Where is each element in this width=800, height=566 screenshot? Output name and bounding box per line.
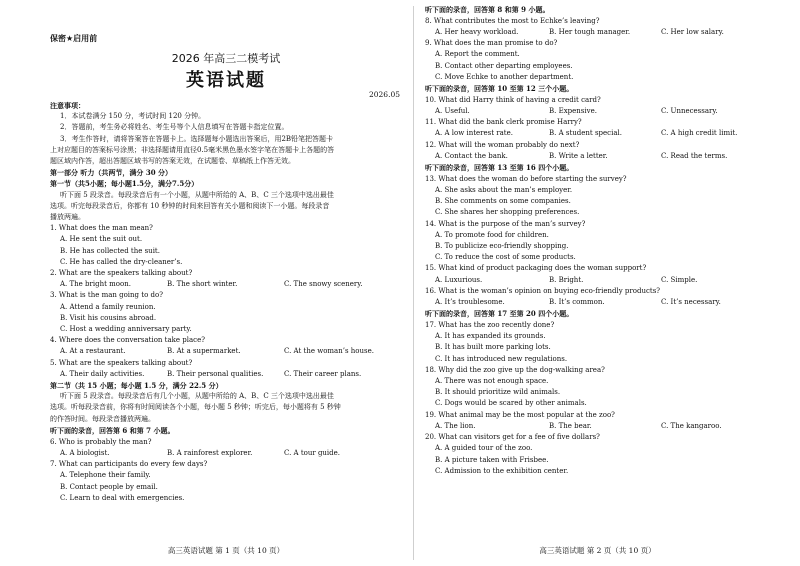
page-footer-2: 高三英语试题 第 2 页（共 10 页） <box>539 546 656 555</box>
option-row <box>50 279 402 290</box>
answer-option: A. The lion. <box>435 421 476 430</box>
answer-option: A. Their daily activities. <box>60 369 145 378</box>
answer-option: B. It should prioritize wild animals. <box>435 388 561 397</box>
answer-option: C. He has called the dry-cleaner’s. <box>60 257 183 266</box>
confidential-label: 保密★启用前 <box>50 34 98 43</box>
answer-option: C. Simple. <box>661 275 698 284</box>
answer-option: B. To publicize eco-friendly shopping. <box>435 242 569 251</box>
question-text: 13. What does the woman do before starting the survey? <box>425 174 627 183</box>
answer-option: B. At a supermarket. <box>167 347 241 356</box>
answer-option: B. It has built more parking lots. <box>435 343 551 352</box>
answer-option: B. Write a letter. <box>549 151 608 160</box>
answer-option: B. Visit his cousins abroad. <box>60 313 157 322</box>
answer-option: A. A guided tour of the zoo. <box>435 444 533 453</box>
page-1 <box>50 0 402 566</box>
question-text: 2. What are the speakers talking about? <box>50 269 193 278</box>
answer-option: A. She asks about the man’s employer. <box>435 186 573 195</box>
answer-option: B. A student special. <box>549 129 622 138</box>
answer-option: C. Dogs would be scared by other animals. <box>435 399 587 408</box>
group-heading-6-7: 听下面的录音，回答第 6 和第 7 小题。 <box>50 425 175 435</box>
question-text: 10. What did Harry think of having a credit card? <box>425 95 601 104</box>
question-text: 16. What is the woman’s opinion on buying eco-friendly products? <box>425 286 661 295</box>
answer-option: A. Report the comment. <box>435 50 520 59</box>
note-line: 上对应题目的答案标号涂黑；非选择题请用直径0.5毫米黑色墨水签字笔在答题卡上各题的答 <box>50 145 335 154</box>
group-heading: 听下面的录音，回答第 10 至第 12 三个小题。 <box>425 84 574 94</box>
section2-instructions: 听下面 5 段录音。每段录音后有几个小题，从题中所给的 A、B、C 三个选项中选出最佳 <box>60 392 334 401</box>
answer-option: A. Attend a family reunion. <box>60 302 156 311</box>
question-text: 17. What has the zoo recently done? <box>425 321 555 330</box>
group-heading: 听下面的录音，回答第 13 至第 16 四个小题。 <box>425 163 574 173</box>
section2-heading: 第二节（共 15 小题；每小题 1.5 分，满分 22.5 分） <box>50 381 223 391</box>
questions-1-5 <box>50 223 402 380</box>
section2-instructions: 选项。听每段录音前，你将有时间阅读各个小题，每小题 5 秒钟；听完后，每小题将有 5 秒钟 <box>50 403 341 412</box>
questions-6-7 <box>50 437 402 504</box>
answer-option: B. A picture taken with Frisbee. <box>435 455 549 464</box>
section2-instructions: 的作答时间。每段录音播放两遍。 <box>50 414 155 423</box>
page-2 <box>425 0 770 566</box>
answer-option: B. Their personal qualities. <box>167 369 264 378</box>
answer-option: A. Luxurious. <box>435 275 483 284</box>
question-text: 11. What did the bank clerk promise Harry? <box>425 118 582 127</box>
answer-option: B. Contact people by email. <box>60 482 158 491</box>
answer-option: B. Contact other departing employees. <box>435 61 573 70</box>
answer-option: A. There was not enough space. <box>435 377 549 386</box>
question-text: 12. What will the woman probably do next? <box>425 140 580 149</box>
page-footer-1: 高三英语试题 第 1 页（共 10 页） <box>167 546 285 555</box>
answer-option: C. It has introduced new regulations. <box>435 354 568 363</box>
answer-option: C. Admission to the exhibition center. <box>435 466 569 475</box>
note-line: 2．答题前，考生务必将姓名、考生号等个人信息填写在答题卡指定位置。 <box>60 123 289 132</box>
answer-option: A. A biologist. <box>60 448 110 457</box>
answer-option: C. Move Echke to another department. <box>435 72 574 81</box>
note-line: 1．本试卷满分 150 分，考试时间 120 分钟。 <box>60 112 206 121</box>
answer-option: A. To promote food for children. <box>435 230 549 239</box>
answer-option: B. He has collected the suit. <box>60 246 160 255</box>
answer-option: C. To reduce the cost of some products. <box>435 253 576 262</box>
group-heading: 听下面的录音，回答第 8 和第 9 小题。 <box>425 5 550 14</box>
question-text: 14. What is the purpose of the man’s survey? <box>425 219 586 228</box>
question-text: 15. What kind of product packaging does the woman support? <box>425 264 647 273</box>
answer-option: B. A rainforest explorer. <box>167 448 253 457</box>
question-text: 20. What can visitors get for a fee of five dollars? <box>425 433 600 442</box>
answer-option: B. It’s common. <box>549 298 605 307</box>
question-text: 1. What does the man mean? <box>50 224 153 233</box>
answer-option: C. A high credit limit. <box>661 129 738 138</box>
answer-option: C. It’s necessary. <box>661 298 721 307</box>
answer-option: C. The snowy scenery. <box>284 280 363 289</box>
page-divider <box>413 6 414 560</box>
answer-option: A. The bright moon. <box>60 280 131 289</box>
answer-option: C. She shares her shopping preferences. <box>435 208 580 217</box>
answer-option: A. He sent the suit out. <box>60 235 143 244</box>
question-text: 3. What is the man going to do? <box>50 291 163 300</box>
answer-option: C. Host a wedding anniversary party. <box>60 325 192 334</box>
question-text: 8. What contributes the most to Echke’s leaving? <box>425 16 600 25</box>
answer-option: C. A tour guide. <box>284 448 341 457</box>
answer-option: B. She comments on some companies. <box>435 197 571 206</box>
answer-option: A. Useful. <box>435 107 470 116</box>
answer-option: C. Their career plans. <box>284 369 362 378</box>
answer-option: A. It has expanded its grounds. <box>435 332 546 341</box>
section1-heading: 第一节（共5小题；每小题1.5分，满分7.5分） <box>50 179 199 189</box>
answer-option: A. At a restaurant. <box>60 347 126 356</box>
answer-option: C. The kangaroo. <box>661 421 722 430</box>
option-row <box>425 297 770 308</box>
option-row <box>50 369 402 380</box>
answer-option: A. It’s troublesome. <box>435 298 505 307</box>
option-row <box>50 346 402 357</box>
question-text: 5. What are the speakers talking about? <box>50 358 193 367</box>
answer-option: B. Bright. <box>549 275 584 284</box>
questions-8-20 <box>425 4 770 477</box>
answer-option: B. Her tough manager. <box>549 28 631 36</box>
question-text: 6. Who is probably the man? <box>50 437 152 446</box>
answer-option: A. Contact the bank. <box>435 151 508 160</box>
option-row <box>425 275 770 286</box>
answer-option: C. Learn to deal with emergencies. <box>60 493 185 502</box>
answer-option: C. Her low salary. <box>661 28 724 36</box>
notes-heading: 注意事项： <box>50 101 85 110</box>
answer-option: B. The short winter. <box>167 280 238 289</box>
section1-instructions: 播放两遍。 <box>50 213 85 222</box>
answer-option: C. Read the terms. <box>661 151 728 160</box>
answer-option: A. Her heavy workload. <box>435 28 519 36</box>
part1-heading: 第一部分 听力（共两节，满分 30 分） <box>50 168 173 178</box>
exam-date: 2026.05 <box>368 90 400 99</box>
exam-title: 2026 年高三二模考试 <box>171 52 281 65</box>
answer-option: A. A low interest rate. <box>435 129 513 138</box>
option-row <box>50 448 402 459</box>
answer-option: C. Unnecessary. <box>661 107 718 116</box>
question-text: 7. What can participants do every few days? <box>50 460 208 469</box>
option-row <box>425 421 770 432</box>
notes-block <box>50 100 402 504</box>
option-row <box>425 27 770 38</box>
answer-option: C. At the woman’s house. <box>284 347 374 356</box>
note-line: 3．考生作答时，请将答案答在答题卡上。选择题每小题选出答案后，用2B铅笔把答题卡 <box>60 134 334 143</box>
note-line: 题区域内作答，超出答题区域书写的答案无效，在试题卷、草稿纸上作答无效。 <box>50 157 295 166</box>
question-text: 4. Where does the conversation take place? <box>50 336 205 345</box>
option-row <box>425 106 770 117</box>
answer-option: B. Expensive. <box>549 107 597 116</box>
group-heading: 听下面的录音，回答第 17 至第 20 四个小题。 <box>425 309 574 319</box>
answer-option: B. The bear. <box>549 421 592 430</box>
question-text: 9. What does the man promise to do? <box>425 39 558 48</box>
answer-option: A. Telephone their family. <box>60 471 151 480</box>
question-text: 18. Why did the zoo give up the dog-walking area? <box>425 365 605 374</box>
question-text: 19. What animal may be the most popular at the zoo? <box>425 410 615 419</box>
section1-instructions: 选项。听完每段录音后，你都有 10 秒钟的时间来回答有关小题和阅读下一小题。每段录音 <box>50 201 330 210</box>
option-row <box>425 128 770 139</box>
subject-title: 英语试题 <box>186 70 266 91</box>
option-row <box>425 151 770 162</box>
section1-instructions: 听下面 5 段录音。每段录音后有一个小题，从题中所给的 A、B、C 三个选项中选出最佳 <box>60 190 334 199</box>
